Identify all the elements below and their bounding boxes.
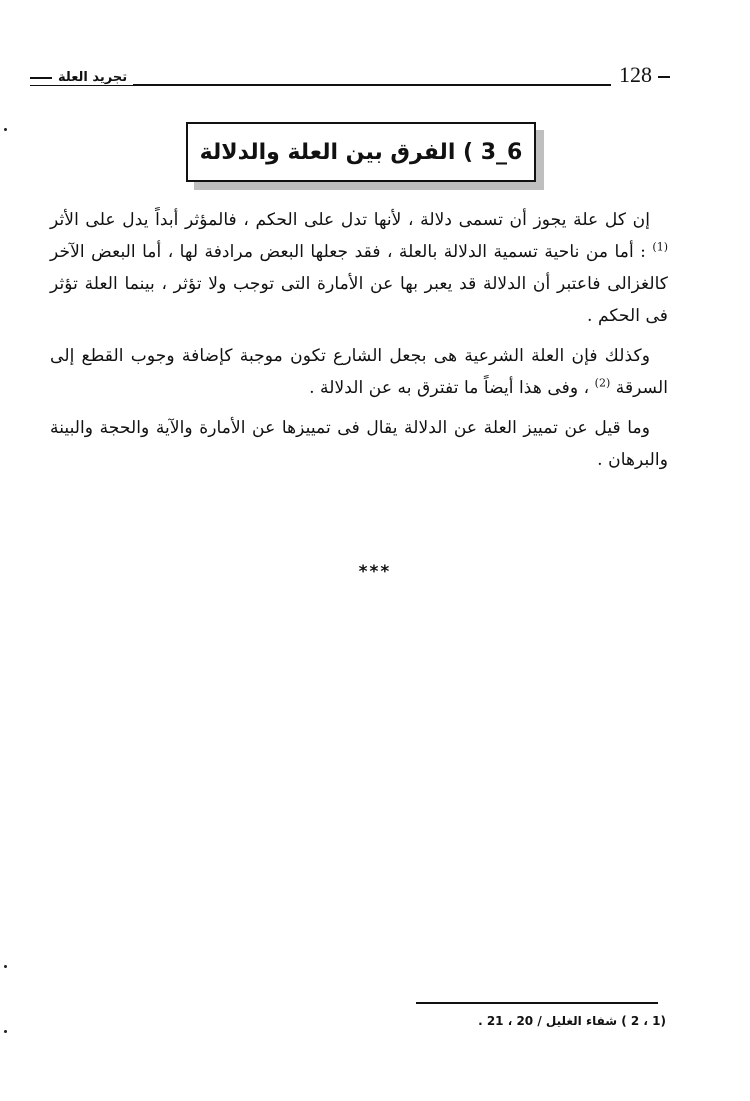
body-text [50,204,668,484]
running-title [30,70,133,85]
section-separator: *** [358,562,392,582]
scan-speck [4,128,7,131]
scan-speck [4,1030,7,1033]
paragraph-1-part-1: إن كل علة يجوز أن تسمى دلالة ، لأنها تدل على الحكم ، فالمؤثر أبداً يدل على الأثر [50,210,650,230]
paragraph-3: وما قيل عن تمييز العلة عن الدلالة يقال فى تمييزها عن الأمارة والآية والحجة والبينة والبرهان . [50,418,668,470]
running-title-dash [30,77,52,79]
section-title-box [186,122,536,182]
paragraph-1-part-2: : أما من ناحية تسمية الدلالة بالعلة ، فقد جعلها البعض مرادفة لها ، أما البعض الآخر كالغزالى فاعتبر أن الدلالة قد يعبر بها عن الأمارة التى توجب ولا تؤثر ، بينما العلة تؤثر فى الحكم . [50,242,668,326]
scan-speck [4,965,7,968]
footnote-rule [416,1002,658,1004]
section-title-frame [186,122,542,188]
page-header [30,62,670,98]
paragraph-2-part-2: ، وفى هذا أيضاً ما تفترق به عن الدلالة . [309,378,590,398]
footnote-ref-2: (2) [594,376,611,390]
footnote-ref-1: (1) [652,240,668,254]
section-title: 6_3 ) الفرق بين العلة والدلالة [199,139,523,165]
page-number-text: 128 [619,62,652,87]
footnote: (1 ، 2 ) شفاء الغليل / 20 ، 21 . [478,1014,666,1028]
paragraph-1 [50,204,668,332]
running-title-text: تجريد العلة [58,70,128,85]
page-number [611,62,670,88]
page-number-dash [658,76,670,78]
paragraph-2-part-1: وكذلك فإن العلة الشرعية هى بجعل الشارع تكون موجبة كإضافة وجوب القطع إلى السرقة [50,346,668,398]
paragraph-2 [50,340,668,404]
